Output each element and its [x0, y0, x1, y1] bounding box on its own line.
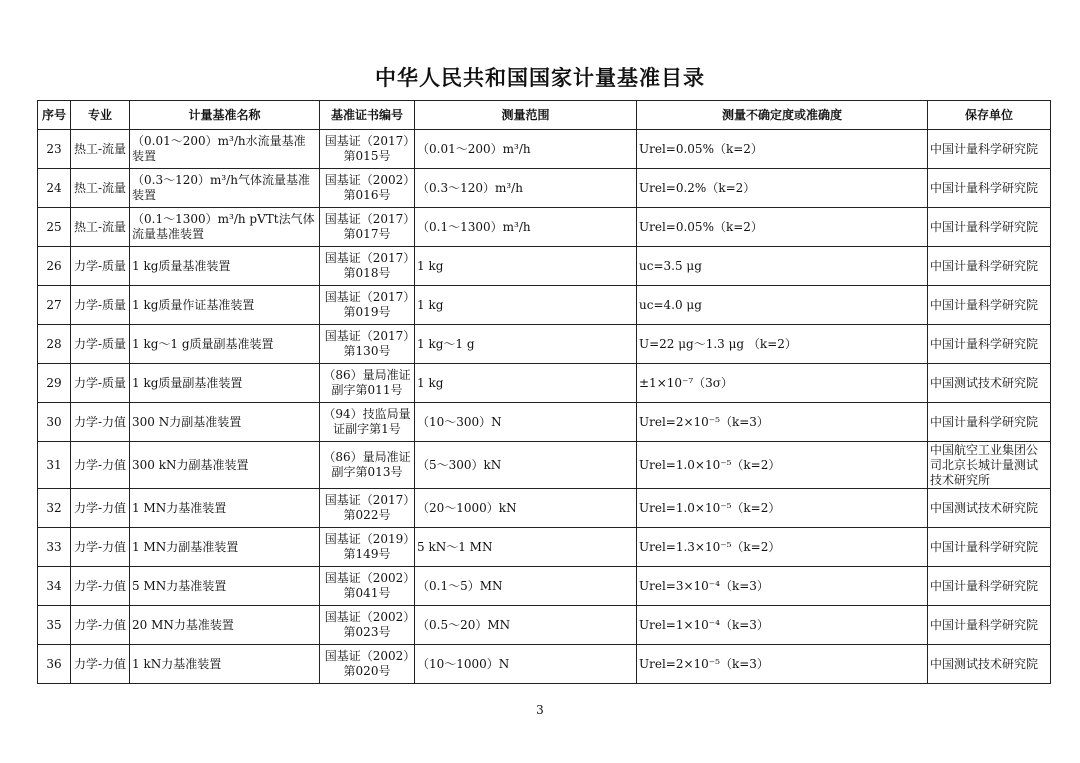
- cell-uncertainty: U=22 μg～1.3 μg （k=2）: [637, 325, 928, 364]
- cell-organization: 中国计量科学研究院: [928, 169, 1051, 208]
- cell-uncertainty: Urel=1.3×10⁻⁵（k=2）: [637, 528, 928, 567]
- cell-seq: 34: [38, 567, 71, 606]
- cell-organization: 中国计量科学研究院: [928, 130, 1051, 169]
- cell-seq: 24: [38, 169, 71, 208]
- header-uncertainty: 测量不确定度或准确度: [637, 101, 928, 130]
- table-row: [38, 325, 1051, 364]
- cell-name: 1 MN力基准装置: [130, 489, 320, 528]
- cell-field: 力学-力值: [71, 645, 130, 684]
- cell-range: （5～300）kN: [415, 442, 637, 489]
- cell-cert: 国基证（2002）第016号: [320, 169, 415, 208]
- cell-field: 力学-力值: [71, 442, 130, 489]
- table-row: [38, 442, 1051, 489]
- cell-cert: 国基证（2017）第022号: [320, 489, 415, 528]
- table-row: [38, 130, 1051, 169]
- cell-uncertainty: Urel=0.05%（k=2）: [637, 208, 928, 247]
- cell-uncertainty: Urel=1×10⁻⁴（k=3）: [637, 606, 928, 645]
- cell-seq: 27: [38, 286, 71, 325]
- cell-organization: 中国测试技术研究院: [928, 489, 1051, 528]
- cell-uncertainty: Urel=0.2%（k=2）: [637, 169, 928, 208]
- cell-cert: 国基证（2002）第020号: [320, 645, 415, 684]
- cell-seq: 32: [38, 489, 71, 528]
- cell-name: 5 MN力基准装置: [130, 567, 320, 606]
- table-row: [38, 645, 1051, 684]
- table-row: [38, 606, 1051, 645]
- cell-name: 1 MN力副基准装置: [130, 528, 320, 567]
- table-row: [38, 403, 1051, 442]
- cell-uncertainty: Urel=3×10⁻⁴（k=3）: [637, 567, 928, 606]
- cell-name: （0.01～200）m³/h水流量基准装置: [130, 130, 320, 169]
- header-field: 专业: [71, 101, 130, 130]
- header-seq: 序号: [38, 101, 71, 130]
- cell-field: 力学-力值: [71, 606, 130, 645]
- cell-range: （0.5～20）MN: [415, 606, 637, 645]
- cell-field: 热工-流量: [71, 169, 130, 208]
- cell-uncertainty: uc=3.5 μg: [637, 247, 928, 286]
- cell-name: 1 kg～1 g质量副基准装置: [130, 325, 320, 364]
- cell-seq: 28: [38, 325, 71, 364]
- cell-name: （0.3～120）m³/h气体流量基准装置: [130, 169, 320, 208]
- table-row: [38, 567, 1051, 606]
- header-range: 测量范围: [415, 101, 637, 130]
- cell-cert: （94）技监局量证副字第1号: [320, 403, 415, 442]
- table-row: [38, 169, 1051, 208]
- cell-organization: 中国测试技术研究院: [928, 645, 1051, 684]
- cell-name: （0.1～1300）m³/h pVTt法气体流量基准装置: [130, 208, 320, 247]
- cell-organization: 中国计量科学研究院: [928, 286, 1051, 325]
- cell-cert: 国基证（2002）第041号: [320, 567, 415, 606]
- cell-uncertainty: Urel=1.0×10⁻⁵（k=2）: [637, 489, 928, 528]
- cell-name: 300 N力副基准装置: [130, 403, 320, 442]
- page-title: 中华人民共和国国家计量基准目录: [375, 66, 705, 90]
- table-header-row: [38, 101, 1051, 130]
- cell-range: 1 kg～1 g: [415, 325, 637, 364]
- cell-uncertainty: Urel=1.0×10⁻⁵（k=2）: [637, 442, 928, 489]
- table-row: [38, 247, 1051, 286]
- cell-seq: 29: [38, 364, 71, 403]
- cell-range: 1 kg: [415, 364, 637, 403]
- cell-range: （20～1000）kN: [415, 489, 637, 528]
- cell-range: （0.3～120）m³/h: [415, 169, 637, 208]
- cell-organization: 中国计量科学研究院: [928, 528, 1051, 567]
- measurement-standards-table: [37, 100, 1051, 684]
- cell-range: （0.01～200）m³/h: [415, 130, 637, 169]
- cell-name: 1 kg质量作证基准装置: [130, 286, 320, 325]
- cell-seq: 35: [38, 606, 71, 645]
- cell-seq: 33: [38, 528, 71, 567]
- cell-cert: 国基证（2019）第149号: [320, 528, 415, 567]
- cell-field: 热工-流量: [71, 130, 130, 169]
- cell-organization: 中国航空工业集团公司北京长城计量测试技术研究所: [928, 442, 1051, 489]
- table-row: [38, 489, 1051, 528]
- cell-organization: 中国计量科学研究院: [928, 208, 1051, 247]
- cell-field: 力学-力值: [71, 567, 130, 606]
- cell-cert: 国基证（2017）第018号: [320, 247, 415, 286]
- cell-uncertainty: ±1×10⁻⁷（3σ）: [637, 364, 928, 403]
- cell-organization: 中国计量科学研究院: [928, 567, 1051, 606]
- cell-seq: 25: [38, 208, 71, 247]
- cell-range: （0.1～5）MN: [415, 567, 637, 606]
- cell-field: 力学-质量: [71, 286, 130, 325]
- cell-field: 力学-力值: [71, 528, 130, 567]
- cell-cert: 国基证（2017）第019号: [320, 286, 415, 325]
- cell-organization: 中国计量科学研究院: [928, 247, 1051, 286]
- cell-field: 力学-力值: [71, 489, 130, 528]
- cell-name: 1 kg质量副基准装置: [130, 364, 320, 403]
- cell-range: （0.1～1300）m³/h: [415, 208, 637, 247]
- cell-cert: 国基证（2002）第023号: [320, 606, 415, 645]
- page-number: 3: [536, 703, 544, 717]
- cell-cert: （86）量局准证副字第011号: [320, 364, 415, 403]
- table-row: [38, 286, 1051, 325]
- cell-organization: 中国计量科学研究院: [928, 325, 1051, 364]
- cell-field: 力学-质量: [71, 364, 130, 403]
- cell-cert: 国基证（2017）第130号: [320, 325, 415, 364]
- cell-range: 1 kg: [415, 286, 637, 325]
- cell-seq: 23: [38, 130, 71, 169]
- cell-uncertainty: Urel=2×10⁻⁵（k=3）: [637, 645, 928, 684]
- header-name: 计量基准名称: [130, 101, 320, 130]
- cell-cert: 国基证（2017）第017号: [320, 208, 415, 247]
- header-organization: 保存单位: [928, 101, 1051, 130]
- cell-seq: 26: [38, 247, 71, 286]
- cell-name: 1 kN力基准装置: [130, 645, 320, 684]
- cell-organization: 中国测试技术研究院: [928, 364, 1051, 403]
- cell-field: 热工-流量: [71, 208, 130, 247]
- cell-seq: 31: [38, 442, 71, 489]
- cell-field: 力学-质量: [71, 247, 130, 286]
- table-row: [38, 528, 1051, 567]
- cell-cert: （86）量局准证副字第013号: [320, 442, 415, 489]
- cell-uncertainty: Urel=2×10⁻⁵（k=3）: [637, 403, 928, 442]
- cell-range: 1 kg: [415, 247, 637, 286]
- cell-seq: 36: [38, 645, 71, 684]
- cell-name: 300 kN力副基准装置: [130, 442, 320, 489]
- cell-uncertainty: uc=4.0 μg: [637, 286, 928, 325]
- cell-seq: 30: [38, 403, 71, 442]
- table-row: [38, 364, 1051, 403]
- cell-name: 1 kg质量基准装置: [130, 247, 320, 286]
- table-row: [38, 208, 1051, 247]
- cell-uncertainty: Urel=0.05%（k=2）: [637, 130, 928, 169]
- cell-cert: 国基证（2017）第015号: [320, 130, 415, 169]
- cell-range: （10～1000）N: [415, 645, 637, 684]
- cell-field: 力学-质量: [71, 325, 130, 364]
- header-cert: 基准证书编号: [320, 101, 415, 130]
- cell-organization: 中国计量科学研究院: [928, 606, 1051, 645]
- cell-range: （10～300）N: [415, 403, 637, 442]
- cell-range: 5 kN～1 MN: [415, 528, 637, 567]
- cell-field: 力学-力值: [71, 403, 130, 442]
- cell-name: 20 MN力基准装置: [130, 606, 320, 645]
- cell-organization: 中国计量科学研究院: [928, 403, 1051, 442]
